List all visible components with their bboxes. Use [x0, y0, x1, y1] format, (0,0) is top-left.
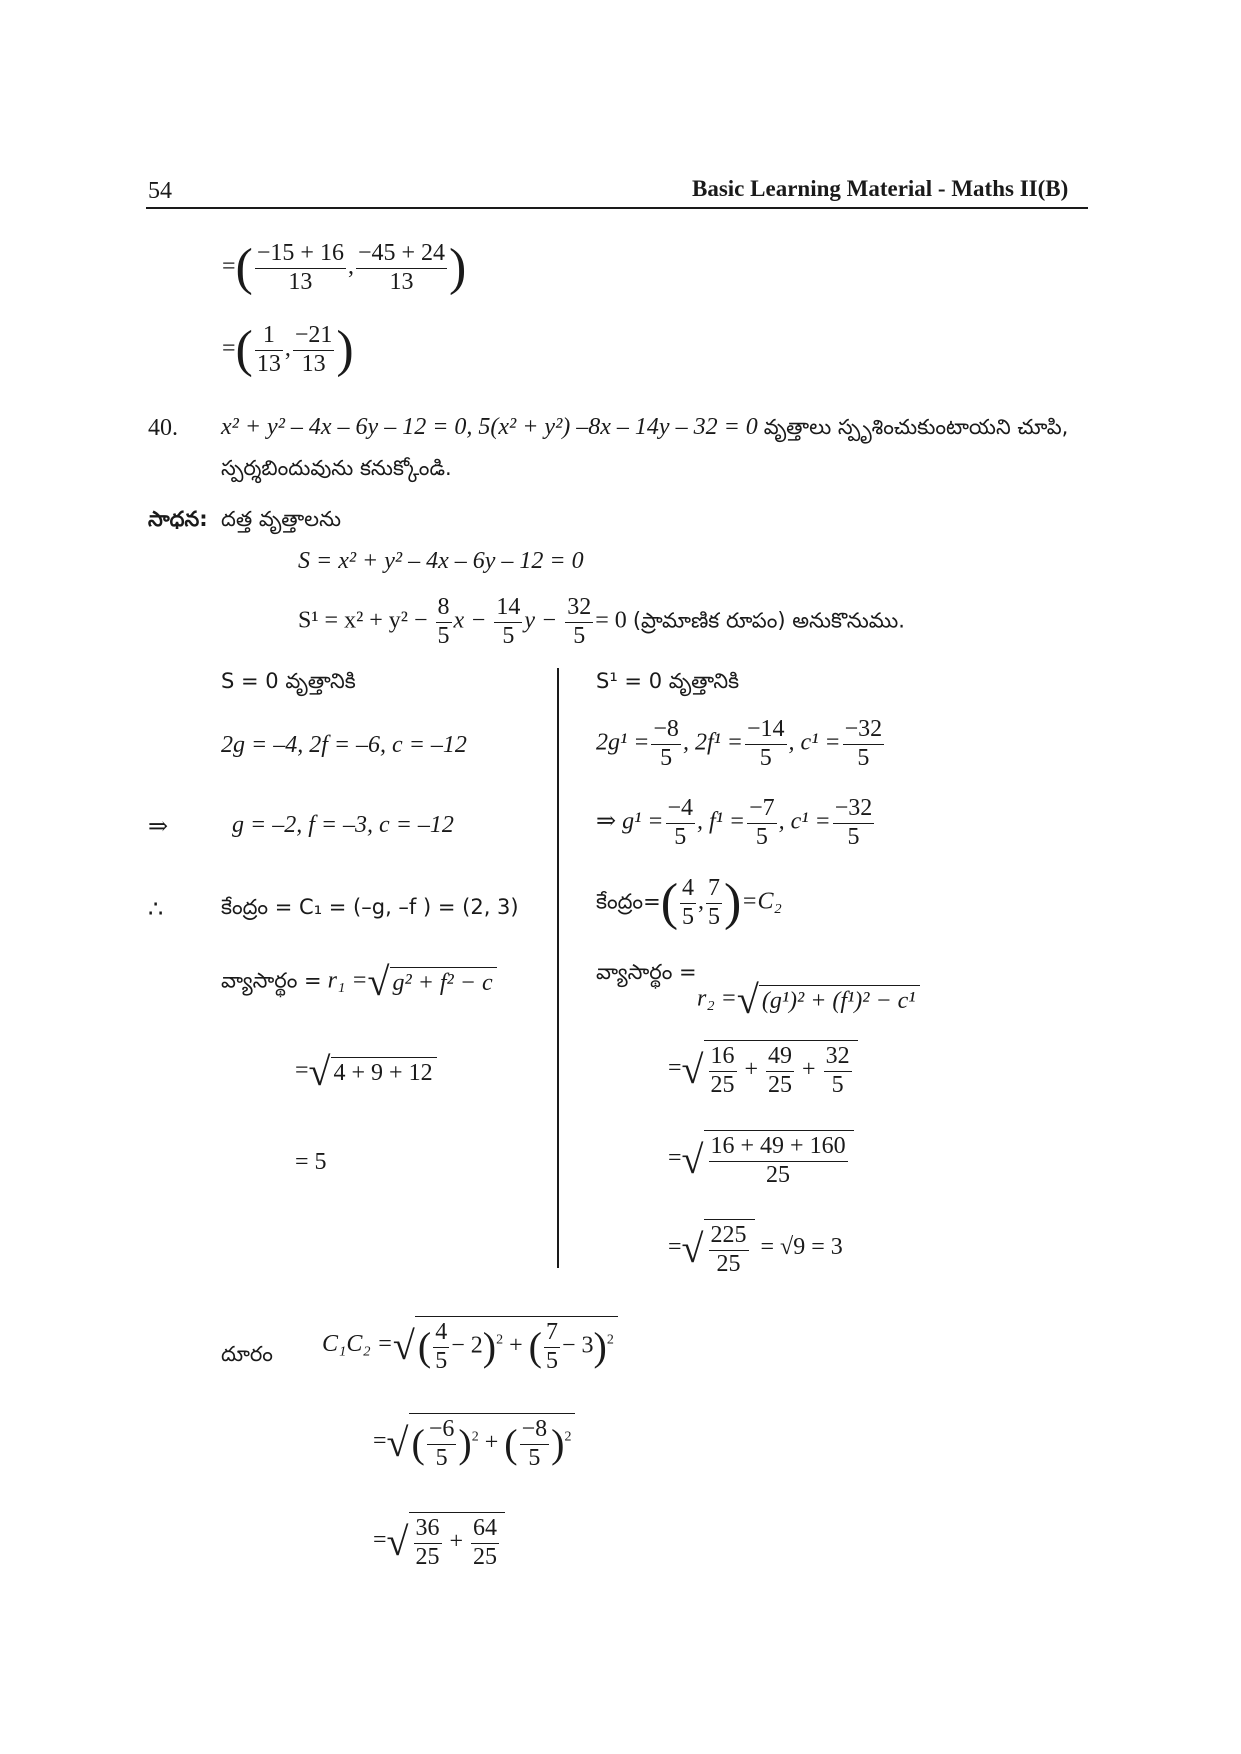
- left-line-2: g = –2, f = –3, c = –12: [232, 812, 454, 838]
- left-radius: వ్యాసార్థం = r₁ =√ g² + f² − c: [221, 962, 497, 1002]
- page-header-title: Basic Learning Material - Maths II(B): [692, 176, 1069, 201]
- column-divider: [557, 668, 559, 1268]
- distance-label: దూరం: [221, 1342, 273, 1366]
- problem-statement: x² + y² – 4x – 6y – 12 = 0, 5(x² + y²) –8x – 14y – 32 = 0 వృత్తాలు స్పృశించుకుంటాయని చూపి,: [221, 414, 1069, 440]
- header-rule: [146, 207, 1088, 209]
- problem-statement-line-2: స్పర్శబిందువును కనుక్కోండి.: [221, 456, 452, 480]
- right-line-1: 2g¹ = $\frac{-8}{5}$ , 2f¹ = $\frac{-14}{5}$ , c¹ = $\frac{-32}{5}$: [596, 716, 883, 771]
- page-number: 54: [148, 178, 172, 204]
- left-therefore: ∴: [148, 897, 164, 923]
- left-implies: ⇒: [148, 814, 169, 840]
- left-heading: S = 0 వృత్తానికి: [221, 669, 356, 693]
- right-radius-formula: r₂ =√ (g¹)² + (f¹)² − c¹: [697, 980, 920, 1020]
- solution-label: సాధన:: [148, 507, 208, 531]
- distance-line-1: C₁C₂ =√( $\frac{4}{5}$ − 2)$^2$ + ( $\frac{7}{5}$ − 3)$^2$: [322, 1316, 618, 1375]
- left-radius-value: = 5: [295, 1149, 327, 1175]
- solution-intro: దత్త వృత్తాలను: [221, 507, 342, 531]
- prev-result-line-2: =( $\frac{1}{13}$ , $\frac{-21}{13}$ ): [222, 321, 354, 379]
- distance-line-3: =√ $\frac{36}{25}$ + $\frac{64}{25}$: [373, 1512, 505, 1571]
- circle-s1-equation: S¹ = x² + y² − $\frac{8}{5}$ x − $\frac{14}{5}$ y − $\frac{32}{5}$ = 0 (ప్రామాణిక రూపం) అనుకొనుము.: [298, 594, 905, 649]
- right-radius-step-1: =√ $\frac{16}{25}$ + $\frac{49}{25}$ + $\frac{32}{5}$: [668, 1040, 858, 1099]
- left-center: కేంద్రం = C₁ = (–g, –f ) = (2, 3): [221, 895, 519, 919]
- right-line-2: ⇒ g¹ = $\frac{-4}{5}$ , f¹ = $\frac{-7}{5}$ , c¹ = $\frac{-32}{5}$: [596, 795, 873, 850]
- distance-line-2: =√( $\frac{-6}{5}$ )$^2$ + ( $\frac{-8}{5}$ )$^2$: [373, 1413, 575, 1472]
- left-radius-step: =√ 4 + 9 + 12: [295, 1052, 437, 1092]
- right-radius-label: వ్యాసార్థం =: [596, 960, 697, 984]
- circle-s-equation: S = x² + y² – 4x – 6y – 12 = 0: [298, 548, 584, 574]
- right-radius-step-2: =√ $\frac{16 + 49 + 160}{25}$: [668, 1130, 854, 1189]
- right-center: కేంద్రం=( $\frac{4}{5}$ , $\frac{7}{5}$ )=C₂: [596, 874, 782, 932]
- right-heading: S¹ = 0 వృత్తానికి: [596, 669, 740, 693]
- right-radius-step-3: =√ $\frac{225}{25}$ = √9 = 3: [668, 1219, 843, 1278]
- problem-number: 40.: [148, 415, 178, 441]
- left-line-1: 2g = –4, 2f = –6, c = –12: [221, 732, 467, 758]
- prev-result-line-1: =( $\frac{-15 + 16}{13}$ , $\frac{-45 + 24}{13}$ ): [222, 239, 467, 297]
